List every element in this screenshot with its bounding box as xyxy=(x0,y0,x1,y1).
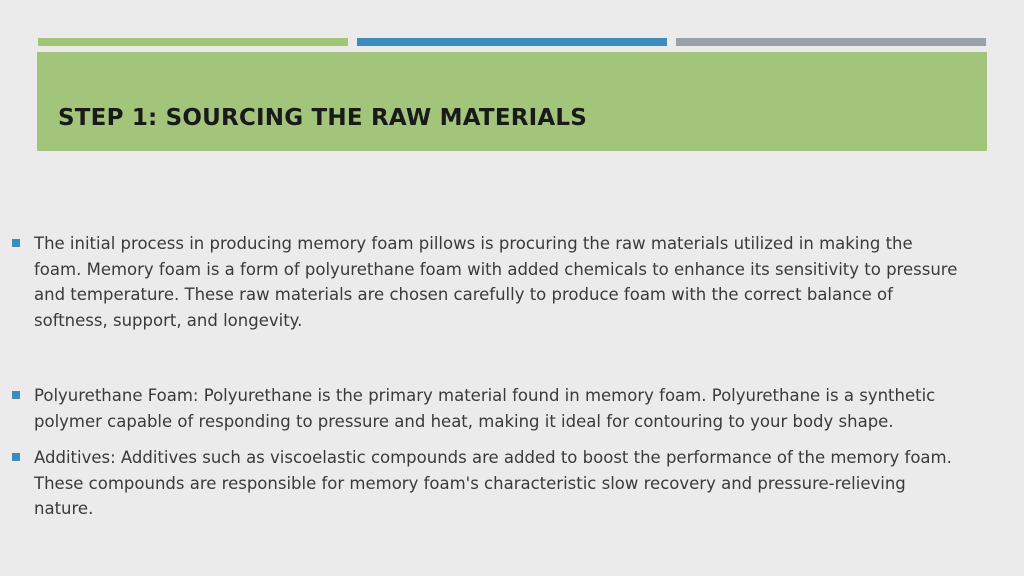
accent-bar-green xyxy=(38,38,348,46)
square-bullet-icon xyxy=(12,453,20,461)
square-bullet-icon xyxy=(12,391,20,399)
accent-bar-gray xyxy=(676,38,986,46)
bullet-text: Additives: Additives such as viscoelastic compounds are added to boost the performance of the memory foam. These compounds are responsible for memory foam's characteristic slow recovery and pressure-relieving nature. xyxy=(34,448,952,518)
accent-bar-blue xyxy=(357,38,667,46)
slide-title: STEP 1: SOURCING THE RAW MATERIALS xyxy=(58,105,588,131)
bullet-text: The initial process in producing memory foam pillows is procuring the raw materials utilized in making the foam. Memory foam is a form of polyurethane foam with added chemicals to enhance its sensitivity to pressure and temperature. These raw materials are chosen carefully to produce foam with the correct balance of softness, support, and longevity. xyxy=(34,234,958,330)
bullet-text: Polyurethane Foam: Polyurethane is the primary material found in memory foam. Polyurethane is a synthetic polymer capable of responding to pressure and heat, making it ideal for contouring to your body shape. xyxy=(34,386,936,431)
title-banner xyxy=(37,52,987,151)
square-bullet-icon xyxy=(12,239,20,247)
